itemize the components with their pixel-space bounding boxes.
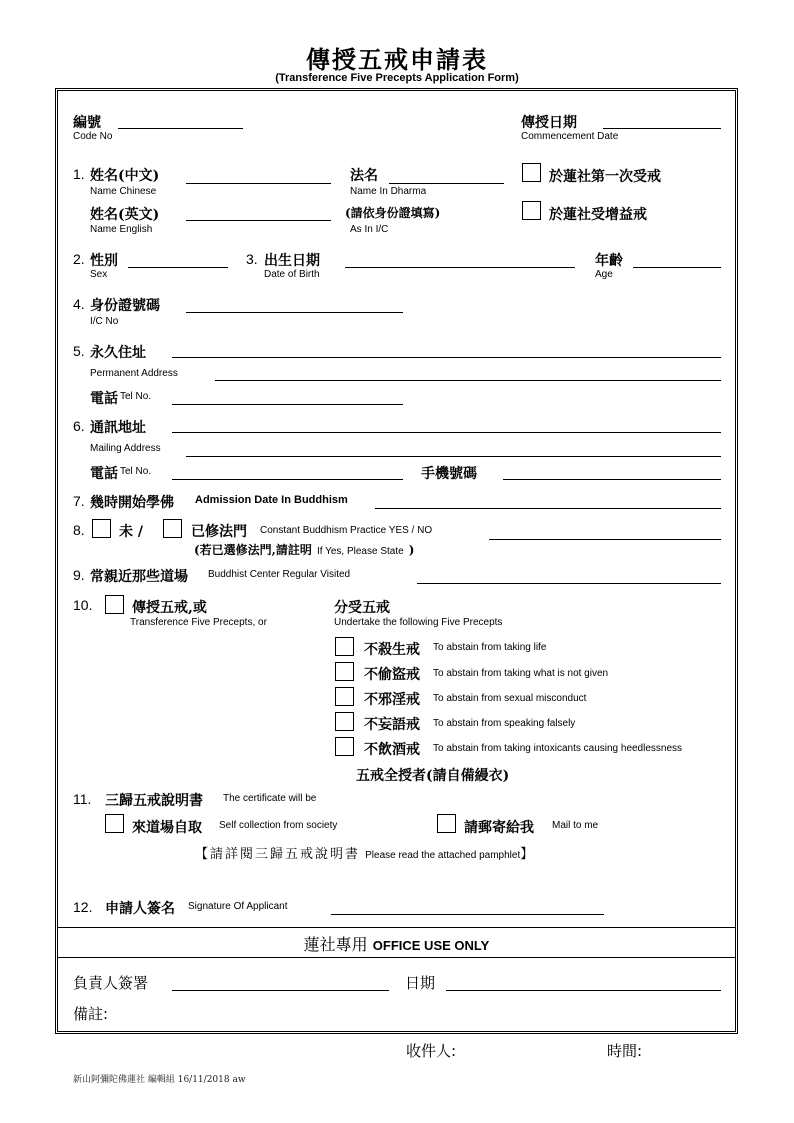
self-collection-label-en: Self collection from society [219, 820, 338, 831]
age-label: 年齡 [595, 253, 623, 269]
permanent-address-field-1[interactable] [172, 357, 721, 358]
permanent-address-label-en: Permanent Address [90, 368, 178, 379]
page-subtitle: (Transference Five Precepts Application Form) [275, 72, 519, 84]
admission-label: 幾時開始學佛 [90, 495, 174, 511]
dharma-name-field[interactable] [389, 183, 504, 184]
mobile-label: 手機號碼 [421, 466, 477, 482]
pamphlet-note [195, 843, 533, 862]
self-collection-label: 來道場自取 [132, 820, 202, 836]
dharma-name-label-en: Name In Dharma [350, 186, 427, 197]
pamphlet-note-close: 】 [520, 847, 534, 862]
practice-yes-checkbox[interactable] [163, 519, 182, 538]
ic-label-en: I/C No [90, 316, 119, 327]
precept-4-label-en: To abstain from speaking falsely [433, 718, 576, 729]
precept-5-label-en: To abstain from taking intoxicants causing heedlessness [433, 743, 683, 754]
transference-checkbox[interactable] [105, 595, 124, 614]
mail-label: 請郵寄給我 [464, 820, 534, 836]
pamphlet-note-en: Please read the attached pamphlet [365, 850, 521, 861]
q5-number: 5. [73, 343, 85, 359]
office-divider-bottom [58, 957, 735, 958]
practice-no-checkbox[interactable] [92, 519, 111, 538]
practice-yes-label: 已修法門 [191, 524, 247, 540]
practice-note-zh: (若已選修法門,請註明 [194, 543, 312, 557]
name-english-field[interactable] [186, 220, 331, 221]
office-date-label: 日期 [405, 974, 436, 992]
officer-label: 負責人簽署 [73, 974, 149, 992]
certificate-label: 三歸五戒說明書 [105, 793, 203, 809]
footer-credit: 新山阿彌陀佛蓮社 編輯組 16/11/2018 aw [73, 1075, 246, 1085]
admission-field[interactable] [375, 508, 721, 509]
page-title: 傳授五戒申請表 [306, 45, 488, 74]
q10-number: 10. [73, 597, 93, 613]
precept-4-label: 不妄語戒 [364, 717, 420, 733]
practice-no-label: 未 / [119, 524, 143, 540]
additional-label: 於蓮社受增益戒 [549, 207, 647, 223]
mobile-field[interactable] [503, 479, 721, 480]
self-collection-checkbox[interactable] [105, 814, 124, 833]
practice-note-en: If Yes, Please State [316, 546, 404, 557]
center-field[interactable] [417, 583, 721, 584]
q12-number: 12. [73, 899, 93, 915]
office-date-field[interactable] [446, 990, 721, 991]
full-precepts-note: 五戒全授者(請自備縵衣) [356, 768, 510, 784]
mailing-address-label: 通訊地址 [90, 420, 146, 436]
remarks-label: 備註: [73, 1005, 109, 1023]
certificate-label-en: The certificate will be [223, 793, 317, 804]
age-field[interactable] [633, 267, 721, 268]
sex-label: 性別 [90, 253, 118, 269]
code-label: 編號 [73, 115, 101, 131]
commencement-label-en: Commencement Date [521, 131, 619, 142]
q6-number: 6. [73, 418, 85, 434]
name-chinese-label: 姓名(中文) [90, 168, 160, 184]
office-title-zh: 蓮社專用 [303, 935, 368, 954]
form-frame [55, 88, 738, 1034]
q2-number: 2. [73, 251, 85, 267]
signature-label: 申請人簽名 [105, 901, 175, 917]
q4-number: 4. [73, 296, 85, 312]
precept-1-label: 不殺生戒 [364, 642, 420, 658]
permanent-address-field-2[interactable] [215, 380, 721, 381]
first-time-checkbox[interactable] [522, 163, 541, 182]
precept-1-label-en: To abstain from taking life [433, 642, 547, 653]
q9-number: 9. [73, 567, 85, 583]
precept-2-checkbox[interactable] [335, 662, 354, 681]
mail-label-en: Mail to me [552, 820, 599, 831]
pamphlet-note-zh: 【請詳閱三歸五戒說明書 [195, 847, 361, 862]
office-header [58, 932, 735, 955]
precept-3-label: 不邪淫戒 [364, 692, 420, 708]
office-title-en: OFFICE USE ONLY [372, 938, 490, 953]
name-chinese-label-en: Name Chinese [90, 186, 157, 197]
ic-field[interactable] [186, 312, 403, 313]
dharma-name-label: 法名 [350, 168, 378, 184]
dob-label-en: Date of Birth [264, 269, 320, 280]
practice-field[interactable] [489, 539, 721, 540]
transference-label-en: Transference Five Precepts, or [130, 617, 267, 628]
name-english-label-en: Name English [90, 224, 153, 235]
practice-note-close: ) [408, 543, 415, 557]
q7-number: 7. [73, 493, 85, 509]
signature-field[interactable] [331, 914, 604, 915]
permanent-tel-label: 電話 [90, 391, 118, 407]
permanent-tel-label-en: Tel No. [120, 391, 152, 402]
commencement-label: 傳授日期 [521, 115, 577, 131]
q11-number: 11. [73, 791, 92, 807]
mailing-address-field-1[interactable] [172, 432, 721, 433]
q8-number: 8. [73, 522, 85, 538]
precept-5-label: 不飲酒戒 [364, 742, 420, 758]
dob-label: 出生日期 [264, 253, 320, 269]
undertake-label: 分受五戒 [334, 600, 390, 616]
mailing-tel-label: 電話 [90, 466, 118, 482]
code-field[interactable] [118, 128, 243, 129]
q3-number: 3. [246, 251, 258, 267]
name-english-label: 姓名(英文) [90, 207, 160, 223]
center-label: 常親近那些道場 [90, 569, 188, 585]
dob-field[interactable] [345, 267, 575, 268]
age-label-en: Age [595, 269, 613, 280]
first-time-label: 於蓮社第一次受戒 [549, 169, 661, 185]
signature-label-en: Signature Of Applicant [188, 901, 288, 912]
time-label: 時間: [607, 1042, 643, 1060]
precept-3-checkbox[interactable] [335, 687, 354, 706]
admission-label-en: Admission Date In Buddhism [195, 494, 348, 506]
receiver-label: 收件人: [406, 1042, 457, 1060]
name-chinese-field[interactable] [186, 183, 331, 184]
mail-checkbox[interactable] [437, 814, 456, 833]
commencement-field[interactable] [603, 128, 721, 129]
permanent-address-label: 永久住址 [90, 345, 146, 361]
precept-5-checkbox[interactable] [335, 737, 354, 756]
precept-2-label-en: To abstain from taking what is not given [433, 668, 609, 679]
sex-field[interactable] [128, 267, 228, 268]
practice-label-en: Constant Buddhism Practice YES / NO [260, 525, 433, 536]
transference-label: 傳授五戒,或 [132, 600, 207, 616]
precept-4-checkbox[interactable] [335, 712, 354, 731]
officer-field[interactable] [172, 990, 389, 991]
code-label-en: Code No [73, 131, 113, 142]
permanent-tel-field[interactable] [172, 404, 403, 405]
additional-checkbox[interactable] [522, 201, 541, 220]
precept-1-checkbox[interactable] [335, 637, 354, 656]
mailing-address-label-en: Mailing Address [90, 443, 161, 454]
ic-note: (請依身份證填寫) [345, 206, 441, 220]
mailing-address-field-2[interactable] [186, 456, 721, 457]
precept-3-label-en: To abstain from sexual misconduct [433, 693, 587, 704]
sex-label-en: Sex [90, 269, 108, 280]
ic-label: 身份證號碼 [90, 298, 160, 314]
office-divider-top [58, 927, 735, 928]
ic-note-en: As In I/C [350, 224, 389, 235]
q1-number: 1. [73, 166, 85, 182]
precept-2-label: 不偷盜戒 [364, 667, 420, 683]
center-label-en: Buddhist Center Regular Visited [208, 569, 351, 580]
undertake-label-en: Undertake the following Five Precepts [334, 617, 503, 628]
mailing-tel-label-en: Tel No. [120, 466, 152, 477]
practice-note [194, 539, 414, 558]
mailing-tel-field[interactable] [172, 479, 403, 480]
